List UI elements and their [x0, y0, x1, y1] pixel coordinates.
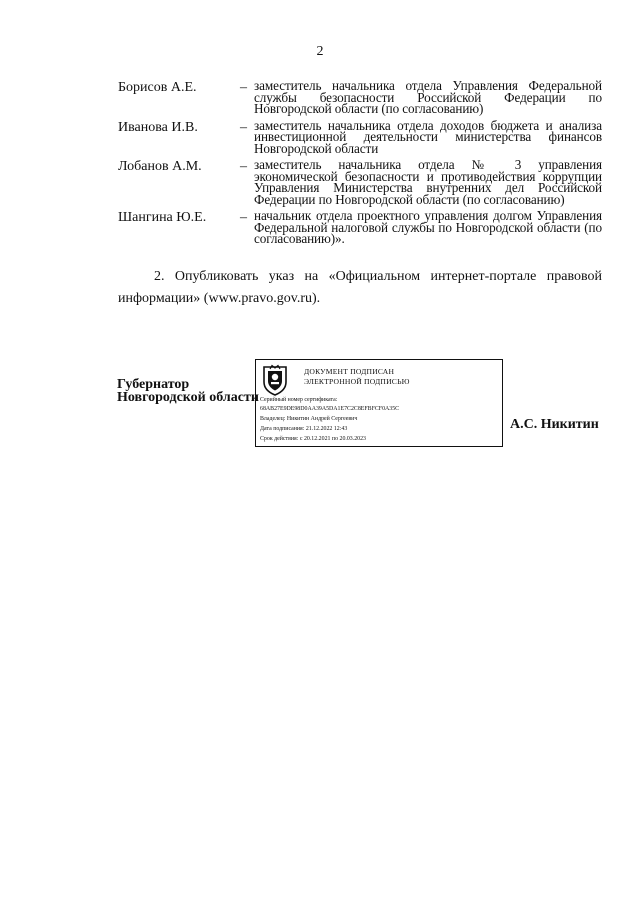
member-row	[118, 80, 602, 115]
member-role: начальник отдела проектного управления долгом Управления Федеральной налоговой службы по Новгородской области (по согласованию)».	[254, 208, 602, 246]
stamp-title-line2: ЭЛЕКТРОННОЙ ПОДПИСЬЮ	[304, 376, 410, 386]
member-row	[118, 117, 602, 156]
member-dash: –	[240, 159, 247, 174]
signer-position-line1: Губернатор	[117, 377, 190, 392]
member-role: заместитель начальника отдела № 3 управления экономической безопасности и противодействия коррупции Управления Министерства внутренних дел Российской Федерации по Новгородской области (по согласованию)	[254, 157, 602, 207]
stamp-signed-date: Дата подписания: 21.12.2022 12:43	[260, 426, 348, 432]
member-dash: –	[240, 210, 247, 225]
member-role: заместитель начальника отдела Управления Федеральной службы безопасности Российской Федерации по Новгородской области (по согласованию)	[254, 78, 602, 116]
member-name: Борисов А.Е.	[118, 80, 197, 95]
stamp-serial-label: Серийный номер сертификата:	[260, 397, 338, 403]
page-number: 2	[316, 44, 324, 59]
stamp-serial-value: 68AB27E9DE98D0AA39A5DA1E7C2C8EFBFCF0A35C	[260, 406, 400, 412]
member-dash: –	[240, 80, 247, 95]
electronic-signature-stamp	[255, 359, 503, 447]
member-name: Иванова И.В.	[118, 119, 198, 135]
stamp-title	[304, 367, 410, 386]
member-row	[118, 210, 602, 245]
stamp-owner: Владелец: Никитин Андрей Сергеевич	[260, 416, 358, 422]
publication-paragraph: 2. Опубликовать указ на «Официальном интернет-портале правовой информации» (www.pravo.gov.ru).	[118, 269, 602, 306]
signer-name: А.С. Никитин	[510, 417, 599, 432]
member-dash: –	[240, 119, 247, 135]
members-list	[118, 80, 602, 250]
member-row	[118, 159, 602, 205]
signer-position-line2: Новгородской области	[117, 389, 259, 405]
member-name: Шангина Ю.Е.	[118, 210, 207, 225]
member-role: заместитель начальника отдела доходов бюджета и анализа инвестиционной деятельности министерства финансов Новгородской области	[254, 117, 602, 156]
stamp-title-line1: ДОКУМЕНТ ПОДПИСАН	[304, 367, 395, 376]
stamp-validity: Срок действия: с 20.12.2021 по 20.03.2023	[260, 436, 367, 442]
coat-of-arms-icon	[260, 364, 290, 396]
signer-position	[117, 379, 259, 404]
member-name: Лобанов А.М.	[118, 159, 202, 174]
